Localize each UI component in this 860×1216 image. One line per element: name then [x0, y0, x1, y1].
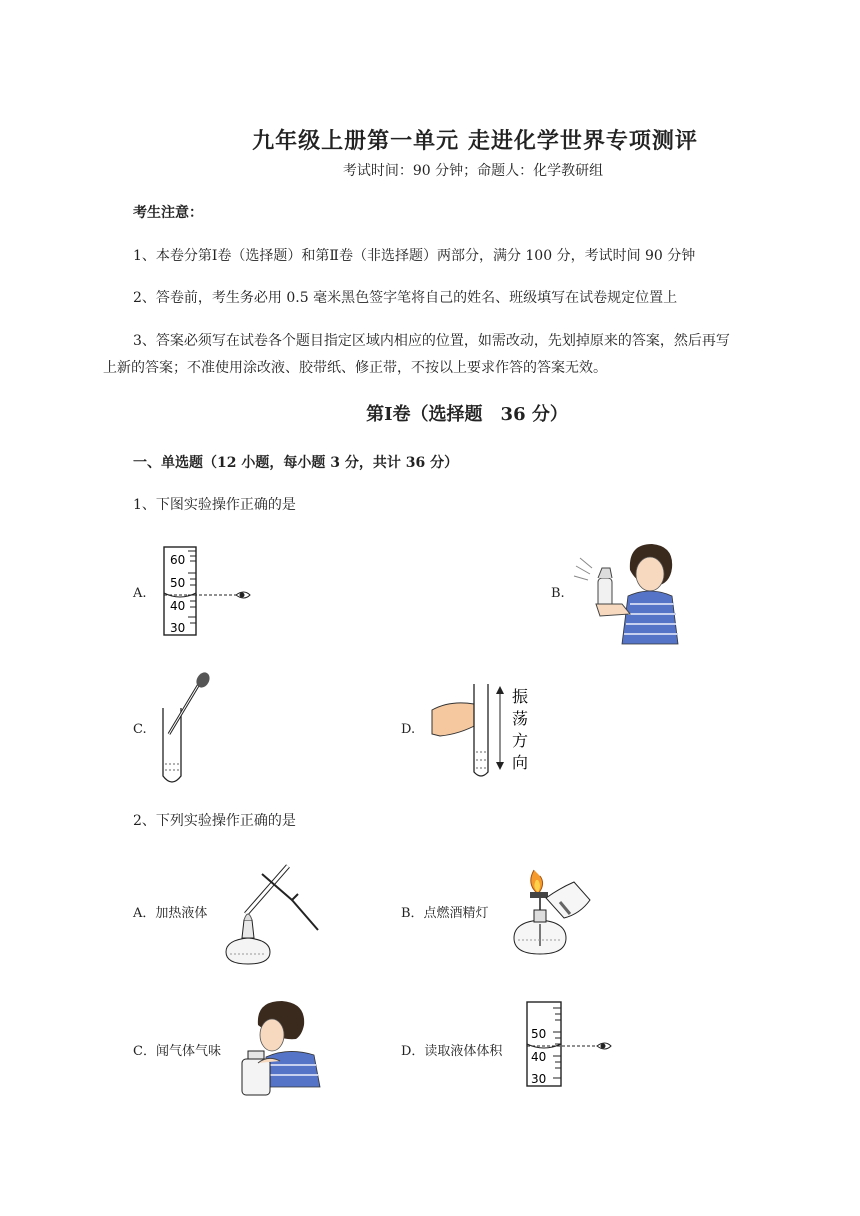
question-2-stem: 2、下列实验操作正确的是	[133, 813, 296, 829]
question-1-stem: 1、下图实验操作正确的是	[133, 497, 296, 513]
q2-option-c-label: C．闻气体气味	[133, 1044, 221, 1059]
q1-option-d-figure	[430, 680, 540, 780]
notice-item-1: 1、本卷分第Ⅰ卷（选择题）和第Ⅱ卷（非选择题）两部分，满分 100 分，考试时间 90 分钟	[133, 248, 696, 264]
q1d-label-3: 方	[512, 731, 529, 750]
q1a-tick-30: 30	[170, 621, 186, 635]
q1a-tick-40: 40	[170, 599, 186, 613]
q1-option-d-label: D.	[401, 722, 416, 737]
part-heading: 一、单选题（12 小题，每小题 3 分，共计 36 分）	[133, 455, 459, 471]
q1d-label-2: 荡	[512, 709, 529, 728]
q1a-tick-60: 60	[170, 553, 186, 567]
q2-option-a-figure	[218, 860, 328, 970]
notice-item-3-cont: 上新的答案；不准使用涂改液、胶带纸、修正带，不按以上要求作答的答案无效。	[103, 360, 607, 376]
section-title: 第Ⅰ卷（选择题 36 分）	[366, 404, 568, 425]
q2-option-a-label: A．加热液体	[133, 906, 208, 921]
q1a-tick-50: 50	[170, 576, 186, 590]
q2d-tick-40: 40	[531, 1050, 547, 1064]
notice-item-3: 3、答案必须写在试卷各个题目指定区域内相应的位置，如需改动，先划掉原来的答案，然后再写	[133, 333, 730, 349]
q2-option-d-figure	[515, 998, 625, 1093]
q1d-label-4: 向	[512, 753, 529, 772]
q2d-tick-30: 30	[531, 1072, 547, 1086]
q2-option-b-figure	[500, 862, 600, 962]
q2-option-c-figure	[236, 995, 328, 1100]
q2-option-d-label: D．读取液体体积	[401, 1044, 503, 1059]
q1-option-b-figure	[570, 540, 690, 650]
page-title: 九年级上册第一单元 走进化学世界专项测评	[252, 128, 698, 154]
q2d-tick-50: 50	[531, 1027, 547, 1041]
q2-option-b-label: B．点燃酒精灯	[401, 906, 489, 921]
notice-heading: 考生注意：	[133, 205, 203, 221]
exam-info: 考试时间：90 分钟；命题人：化学教研组	[342, 163, 604, 179]
q1d-label-1: 振	[512, 687, 529, 706]
q1-option-c-figure	[155, 672, 225, 792]
q1-option-a-figure	[150, 545, 260, 640]
q1-option-c-label: C.	[133, 722, 147, 737]
q1-option-b-label: B.	[551, 586, 565, 601]
notice-item-2: 2、答卷前，考生务必用 0.5 毫米黑色签字笔将自己的姓名、班级填写在试卷规定位置上	[133, 290, 678, 306]
q1-option-a-label: A.	[133, 586, 147, 601]
